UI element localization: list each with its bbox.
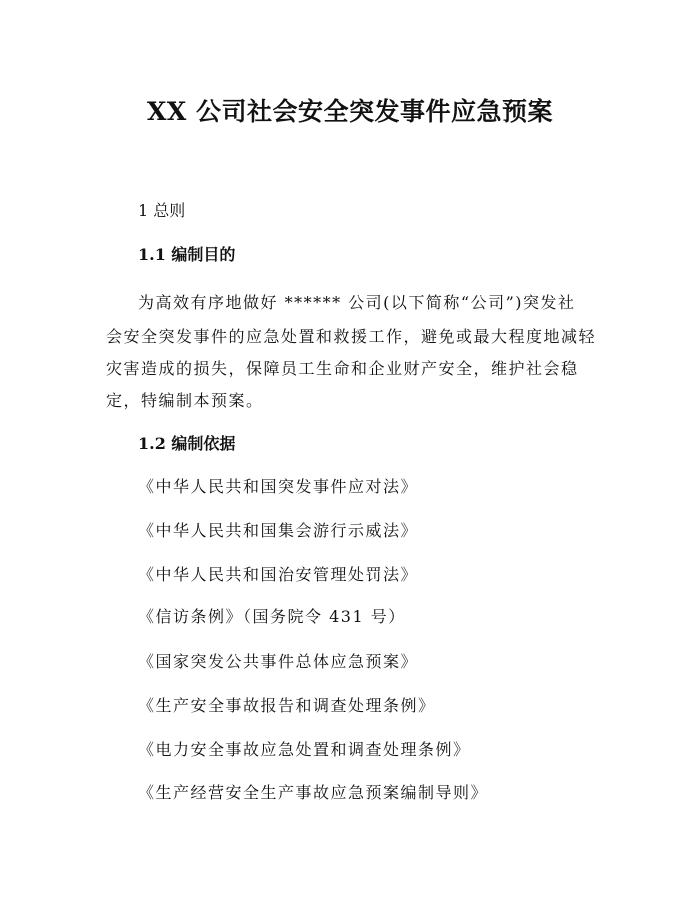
basis-item: 《国家突发公共事件总体应急预案》 [138, 652, 419, 671]
purpose-line: 灾害造成的损失，保障员工生命和企业财产安全，维护社会稳 [106, 359, 579, 378]
basis-item: 《中华人民共和国集会游行示威法》 [138, 521, 419, 540]
basis-item: 《生产安全事故报告和调查处理条例》 [138, 696, 436, 715]
section-purpose-heading: 1.1 编制目的 [138, 245, 236, 264]
basis-item: 《中华人民共和国治安管理处罚法》 [138, 565, 419, 584]
basis-item: 《生产经营安全生产事故应急预案编制导则》 [138, 783, 489, 802]
purpose-line: 会安全突发事件的应急处置和救援工作，避免或最大程度地减轻 [106, 327, 597, 346]
purpose-line: 为高效有序地做好 ****** 公司(以下简称“公司”)突发社 [138, 293, 576, 312]
purpose-line: 定，特编制本预案。 [106, 391, 264, 410]
section-general-heading: 1 总则 [138, 201, 186, 220]
basis-item: 《电力安全事故应急处置和调查处理条例》 [138, 740, 471, 759]
basis-item: 《信访条例》（国务院令 431 号） [138, 607, 406, 626]
section-basis-heading: 1.2 编制依据 [138, 434, 236, 453]
basis-item: 《中华人民共和国突发事件应对法》 [138, 477, 419, 496]
document-title: XX 公司社会安全突发事件应急预案 [147, 97, 553, 126]
